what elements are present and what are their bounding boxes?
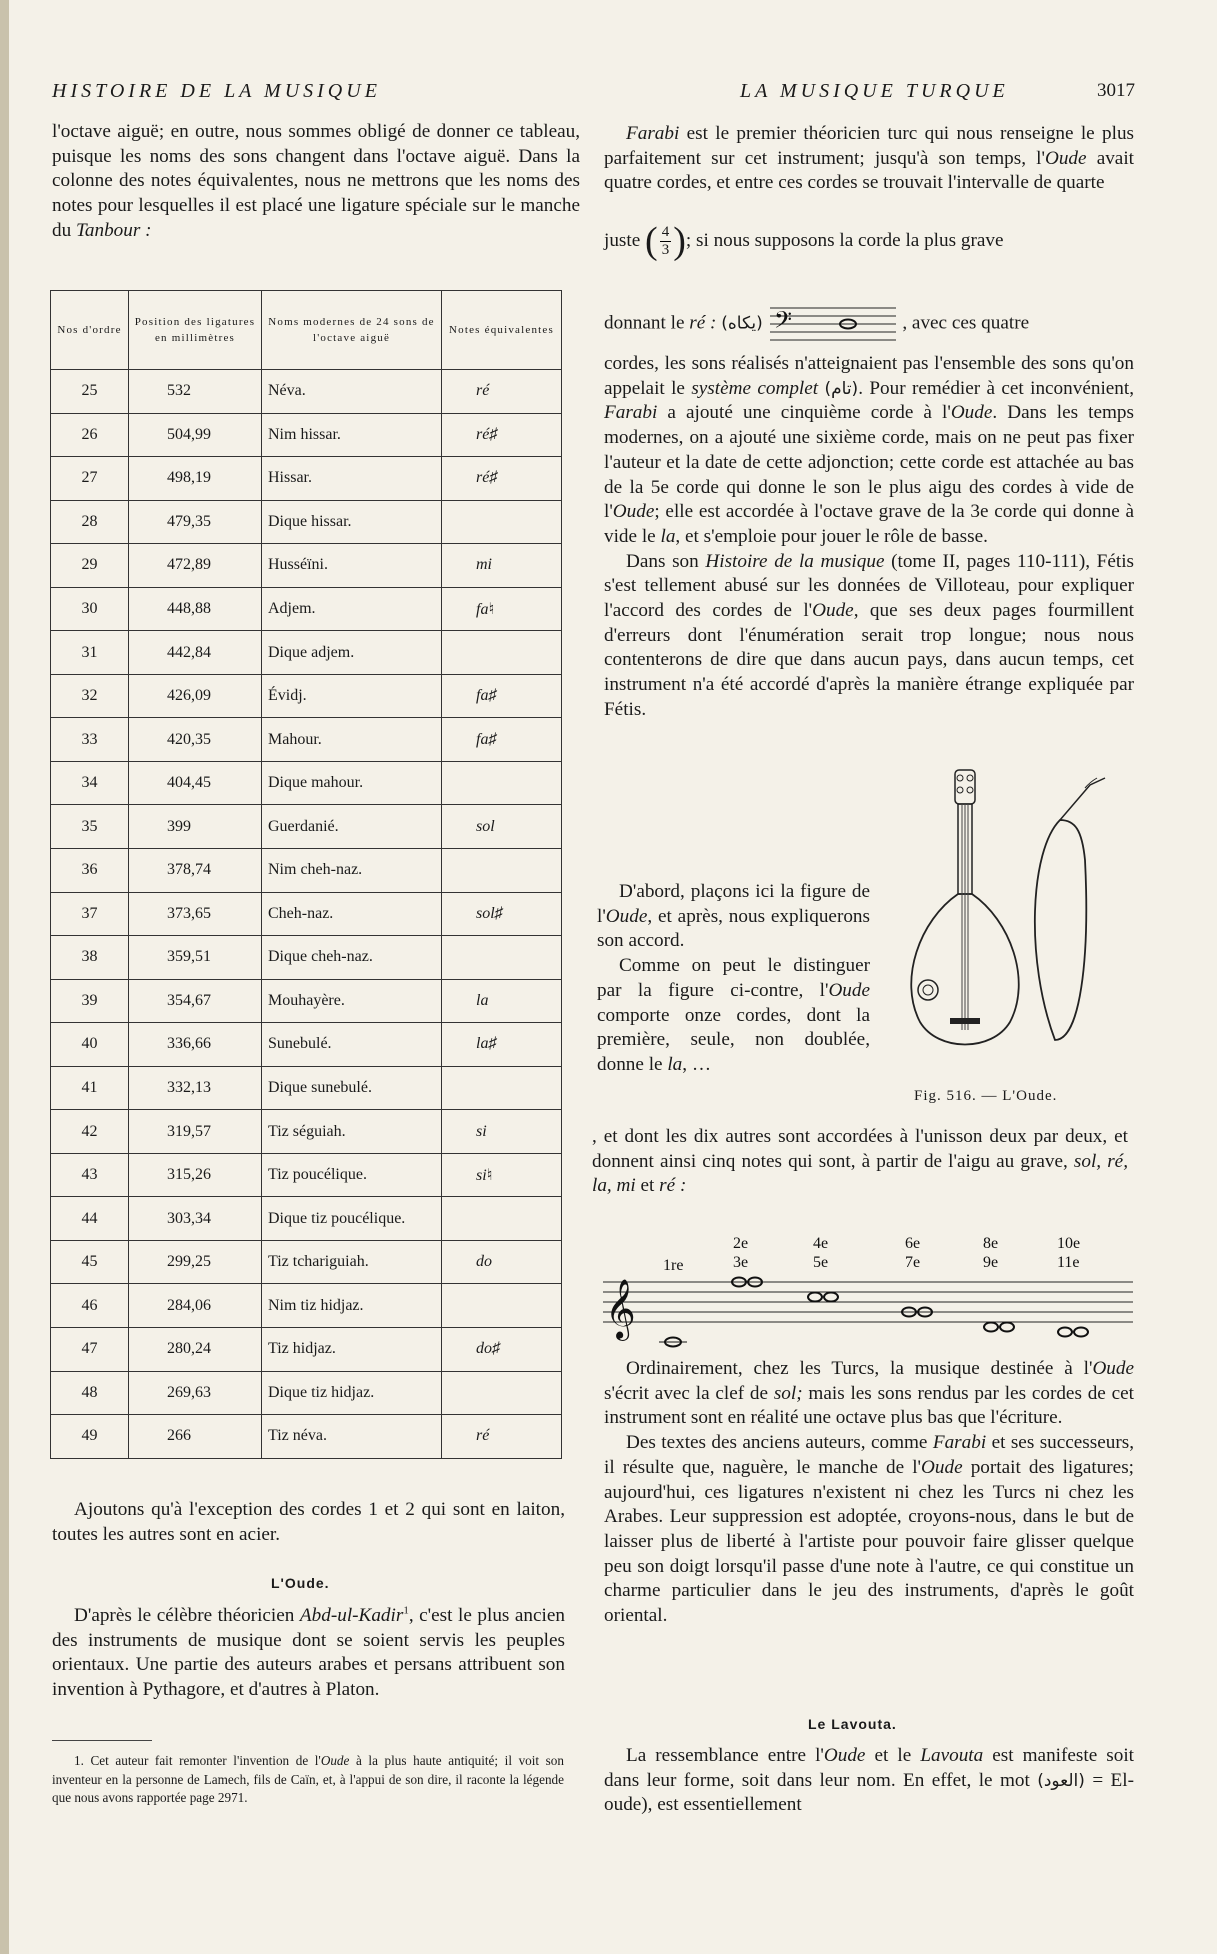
row-sound-name: Tiz néva. bbox=[262, 1415, 442, 1459]
right-narrow-paragraphs: D'abord, plaçons ici la figure de l'Oude, et après, nous expliquerons son accord. Comme on peut le distinguer par la figure ci-contre, l'Oude comporte onze cordes, dont la première, seule, non doublée, donne le la, … bbox=[597, 881, 870, 1075]
string-label: 10e bbox=[1057, 1235, 1081, 1252]
row-note: mi bbox=[442, 544, 562, 588]
row-note: fa♯ bbox=[442, 674, 562, 718]
row-note: la♯ bbox=[442, 1023, 562, 1067]
string-label: 9e bbox=[983, 1254, 999, 1271]
row-sound-name: Tiz hidjaz. bbox=[262, 1328, 442, 1372]
row-sound-name: Dique mahour. bbox=[262, 761, 442, 805]
table-row bbox=[51, 718, 562, 762]
section-title-lavouta: Le Lavouta. bbox=[808, 1716, 897, 1732]
left-intro: l'octave aiguë; en outre, nous sommes obligé de donner ce tableau, puisque les noms des sons changent dans l'octave aiguë. Dans la colonne des notes équivalentes, nous ne mettrons que les noms des notes pour lesquelles il est placé une ligature spéciale sur le manche du Tanbour : bbox=[52, 121, 580, 241]
table-row bbox=[51, 1110, 562, 1154]
row-sound-name: Dique tiz poucélique. bbox=[262, 1197, 442, 1241]
row-number: 44 bbox=[51, 1197, 129, 1241]
row-position: 378,74 bbox=[129, 849, 262, 893]
row-sound-name: Cheh-naz. bbox=[262, 892, 442, 936]
row-position: 303,34 bbox=[129, 1197, 262, 1241]
row-sound-name: Évidj. bbox=[262, 674, 442, 718]
table-row bbox=[51, 1415, 562, 1459]
oude-illustration bbox=[880, 760, 1110, 1060]
row-note: ré♯ bbox=[442, 457, 562, 501]
row-sound-name: Adjem. bbox=[262, 587, 442, 631]
table-row bbox=[51, 1066, 562, 1110]
row-position: 426,09 bbox=[129, 674, 262, 718]
row-number: 26 bbox=[51, 413, 129, 457]
page-number: 3017 bbox=[1097, 80, 1135, 101]
footnote: 1. Cet auteur fait remonter l'invention de l'Oude à la plus haute antiquité; il voit son inventeur en la personne de Lamech, fils de Caïn, et, à l'appui de son dire, il raconte la légende que nous avons rapportée page 2971. bbox=[52, 1753, 564, 1805]
row-sound-name: Dique hissar. bbox=[262, 500, 442, 544]
row-number: 30 bbox=[51, 587, 129, 631]
table-row bbox=[51, 1240, 562, 1284]
table-row bbox=[51, 892, 562, 936]
string-label: 6e bbox=[905, 1235, 921, 1252]
row-note bbox=[442, 1284, 562, 1328]
oude-paragraph: D'après le célèbre théoricien Abd-ul-Kadir$^1$, c'est le plus ancien des instruments de musique dont se soient servis les peuples orientaux. Une partie des auteurs arabes et persans attribuent son invention à Pythagore, et d'autres à Platon. bbox=[52, 1604, 565, 1701]
row-number: 36 bbox=[51, 849, 129, 893]
row-note: si bbox=[442, 1110, 562, 1154]
table-row bbox=[51, 1023, 562, 1067]
row-sound-name: Nim tiz hidjaz. bbox=[262, 1284, 442, 1328]
row-note bbox=[442, 1066, 562, 1110]
row-sound-name: Tiz poucélique. bbox=[262, 1153, 442, 1197]
right-para-7: La ressemblance entre l'Oude et le Lavouta est manifeste soit dans leur forme, soit dans leur nom. En effet, le mot (العود) = El-oude), est essentiellement bbox=[604, 1745, 1134, 1816]
row-note: sol bbox=[442, 805, 562, 849]
string-tuning-staff bbox=[603, 1230, 1133, 1350]
row-position: 280,24 bbox=[129, 1328, 262, 1372]
row-number: 25 bbox=[51, 370, 129, 414]
right-bass-line: donnant le ré : (یکاه) 𝄢 , avec ces quatre bbox=[604, 302, 1134, 346]
row-number: 41 bbox=[51, 1066, 129, 1110]
table-row bbox=[51, 674, 562, 718]
row-position: 420,35 bbox=[129, 718, 262, 762]
row-sound-name: Dique sunebulé. bbox=[262, 1066, 442, 1110]
row-position: 299,25 bbox=[129, 1240, 262, 1284]
row-note: ré bbox=[442, 370, 562, 414]
table-row bbox=[51, 979, 562, 1023]
row-note: do♯ bbox=[442, 1328, 562, 1372]
table-header-row bbox=[51, 291, 562, 370]
figure-caption: Fig. 516. — L'Oude. bbox=[914, 1088, 1058, 1104]
string-label: 2e bbox=[733, 1235, 749, 1252]
row-number: 49 bbox=[51, 1415, 129, 1459]
row-sound-name: Dique cheh-naz. bbox=[262, 936, 442, 980]
table-row bbox=[51, 457, 562, 501]
treble-clef-icon: 𝄞 bbox=[605, 1279, 636, 1339]
row-number: 43 bbox=[51, 1153, 129, 1197]
string-label: 5e bbox=[813, 1254, 829, 1271]
row-number: 48 bbox=[51, 1371, 129, 1415]
row-position: 332,13 bbox=[129, 1066, 262, 1110]
row-number: 35 bbox=[51, 805, 129, 849]
after-table-text: Ajoutons qu'à l'exception des cordes 1 et 2 qui sont en laiton, toutes les autres sont en acier. bbox=[52, 1499, 565, 1545]
row-sound-name: Néva. bbox=[262, 370, 442, 414]
row-note bbox=[442, 1197, 562, 1241]
table-row bbox=[51, 761, 562, 805]
row-position: 448,88 bbox=[129, 587, 262, 631]
row-number: 40 bbox=[51, 1023, 129, 1067]
running-title-right: LA MUSIQUE TURQUE bbox=[740, 80, 1009, 102]
row-number: 29 bbox=[51, 544, 129, 588]
right-para-5: Ordinairement, chez les Turcs, la musique destinée à l'Oude s'écrit avec la clef de sol; mais les sons rendus par les cordes de cet instrument sont en réalité une octave plus bas que l'écriture. Des textes des anciens auteurs, comme Farabi et ses successeurs, il résulte que, naguère, le manche de l'Oude portait des ligatures; aujourd'hui, ces ligatures n'existent ni chez les Turcs ni chez les Arabes. Leur suppression est adoptée, croyons-nous, dans le but de laisser plus de liberté à l'artiste pour pouvoir faire glisser quelque peu son doigt lorsqu'il passe d'une note à l'autre, ce qui constitue un charme particulier dans le jeu des instruments, d'après le goût oriental. bbox=[604, 1358, 1135, 1627]
row-note: ré bbox=[442, 1415, 562, 1459]
fraction-quarte: $\frac{4}{3}$ bbox=[661, 224, 670, 258]
row-note: si♮ bbox=[442, 1153, 562, 1197]
row-sound-name: Hissar. bbox=[262, 457, 442, 501]
row-note bbox=[442, 936, 562, 980]
row-number: 39 bbox=[51, 979, 129, 1023]
row-number: 34 bbox=[51, 761, 129, 805]
row-note: la bbox=[442, 979, 562, 1023]
table-row bbox=[51, 500, 562, 544]
row-position: 404,45 bbox=[129, 761, 262, 805]
row-sound-name: Tiz tchariguiah. bbox=[262, 1240, 442, 1284]
section-title-oude: L'Oude. bbox=[271, 1575, 330, 1591]
string-label: 1re bbox=[663, 1257, 684, 1274]
string-label: 11e bbox=[1057, 1254, 1080, 1271]
ligature-table bbox=[50, 290, 562, 1459]
row-note: fa♮ bbox=[442, 587, 562, 631]
table-row bbox=[51, 805, 562, 849]
table-row bbox=[51, 936, 562, 980]
bass-clef-staff-figure bbox=[768, 302, 898, 346]
right-continuation: , et dont les dix autres sont accordées à l'unisson deux par deux, et donnent ainsi cinq notes qui sont, à partir de l'aigu au grave, sol, ré, la, mi et ré : bbox=[592, 1126, 1128, 1197]
row-sound-name: Sunebulé. bbox=[262, 1023, 442, 1067]
row-number: 42 bbox=[51, 1110, 129, 1154]
row-note bbox=[442, 631, 562, 675]
svg-text:𝄢: 𝄢 bbox=[773, 306, 792, 339]
table-row bbox=[51, 1153, 562, 1197]
row-position: 266 bbox=[129, 1415, 262, 1459]
table-row bbox=[51, 587, 562, 631]
row-number: 32 bbox=[51, 674, 129, 718]
row-note: ré♯ bbox=[442, 413, 562, 457]
string-label: 8e bbox=[983, 1235, 999, 1252]
table-row bbox=[51, 413, 562, 457]
row-note bbox=[442, 500, 562, 544]
row-sound-name: Husséïni. bbox=[262, 544, 442, 588]
row-sound-name: Mouhayère. bbox=[262, 979, 442, 1023]
row-number: 46 bbox=[51, 1284, 129, 1328]
row-position: 472,89 bbox=[129, 544, 262, 588]
row-position: 336,66 bbox=[129, 1023, 262, 1067]
col-header-position: Position des ligatures en millimètres bbox=[129, 291, 262, 370]
row-position: 532 bbox=[129, 370, 262, 414]
row-number: 38 bbox=[51, 936, 129, 980]
row-position: 399 bbox=[129, 805, 262, 849]
table-row bbox=[51, 1328, 562, 1372]
table-row bbox=[51, 370, 562, 414]
col-header-notes: Notes équivalentes bbox=[442, 291, 562, 370]
row-position: 319,57 bbox=[129, 1110, 262, 1154]
row-position: 354,67 bbox=[129, 979, 262, 1023]
table-row bbox=[51, 631, 562, 675]
row-number: 33 bbox=[51, 718, 129, 762]
right-para-1b: cordes, les sons réalisés n'atteignaient pas l'ensemble des sons qu'on appelait le système complet (تام). Pour remédier à cet inconvénient, Farabi a ajouté une cinquième corde à l'Oude. Dans les temps modernes, on a ajouté une sixième corde, mais on ne peut pas fixer l'auteur et la date de cette adjonction; cette corde est attachée au bas de la 5e corde qui donne le son le plus aigu des cordes à vide de l'Oude; elle est accordée à l'octave grave de la 3e corde qui donne à vide le la, et s'emploie pour jouer le rôle de basse. Dans son Histoire de la musique (tome II, pages 110-111), Fétis s'est tellement abusé sur les données de Villoteau, pour expliquer l'accord des cordes de l'Oude, que ses deux pages fourmillent d'erreurs dont l'énumération serait trop longue; nous nous contenterons de dire que dans aucun pays, dans aucun temps, cet instrument n'a été accordé d'après la manière étrange expliquée par Fétis. bbox=[604, 353, 1135, 720]
row-position: 373,65 bbox=[129, 892, 262, 936]
table-row bbox=[51, 1284, 562, 1328]
row-position: 284,06 bbox=[129, 1284, 262, 1328]
string-label: 4e bbox=[813, 1235, 829, 1252]
row-number: 47 bbox=[51, 1328, 129, 1372]
table-row bbox=[51, 1197, 562, 1241]
row-position: 315,26 bbox=[129, 1153, 262, 1197]
row-position: 479,35 bbox=[129, 500, 262, 544]
table-row bbox=[51, 544, 562, 588]
row-position: 498,19 bbox=[129, 457, 262, 501]
row-sound-name: Dique tiz hidjaz. bbox=[262, 1371, 442, 1415]
table-row bbox=[51, 849, 562, 893]
row-sound-name: Guerdanié. bbox=[262, 805, 442, 849]
row-sound-name: Dique adjem. bbox=[262, 631, 442, 675]
running-title-left: HISTOIRE DE LA MUSIQUE bbox=[52, 80, 381, 102]
row-sound-name: Nim hissar. bbox=[262, 413, 442, 457]
row-note: fa♯ bbox=[442, 718, 562, 762]
row-position: 359,51 bbox=[129, 936, 262, 980]
col-header-names: Noms modernes de 24 sons de l'octave aiguë bbox=[262, 291, 442, 370]
row-number: 28 bbox=[51, 500, 129, 544]
row-note: sol♯ bbox=[442, 892, 562, 936]
table-row bbox=[51, 1371, 562, 1415]
row-number: 27 bbox=[51, 457, 129, 501]
row-position: 504,99 bbox=[129, 413, 262, 457]
row-number: 45 bbox=[51, 1240, 129, 1284]
row-note bbox=[442, 1371, 562, 1415]
row-position: 442,84 bbox=[129, 631, 262, 675]
row-number: 37 bbox=[51, 892, 129, 936]
page-edge bbox=[0, 0, 9, 1954]
row-note bbox=[442, 849, 562, 893]
row-note bbox=[442, 761, 562, 805]
row-number: 31 bbox=[51, 631, 129, 675]
row-sound-name: Tiz séguiah. bbox=[262, 1110, 442, 1154]
row-sound-name: Nim cheh-naz. bbox=[262, 849, 442, 893]
footnote-rule bbox=[52, 1740, 152, 1741]
row-note: do bbox=[442, 1240, 562, 1284]
col-header-number: Nos d'ordre bbox=[51, 291, 129, 370]
right-fraction-line: juste ( $\frac{4}{3}$); si nous supposons la corde la plus grave bbox=[604, 220, 1004, 263]
row-position: 269,63 bbox=[129, 1371, 262, 1415]
right-para-1a: Farabi est le premier théoricien turc qui nous renseigne le plus parfaitement sur cet instrument; jusqu'à son temps, l'Oude avait quatre cordes, et entre ces cordes se trouvait l'intervalle de quarte bbox=[604, 123, 1134, 194]
string-label: 3e bbox=[733, 1254, 749, 1271]
row-sound-name: Mahour. bbox=[262, 718, 442, 762]
string-label: 7e bbox=[905, 1254, 921, 1271]
